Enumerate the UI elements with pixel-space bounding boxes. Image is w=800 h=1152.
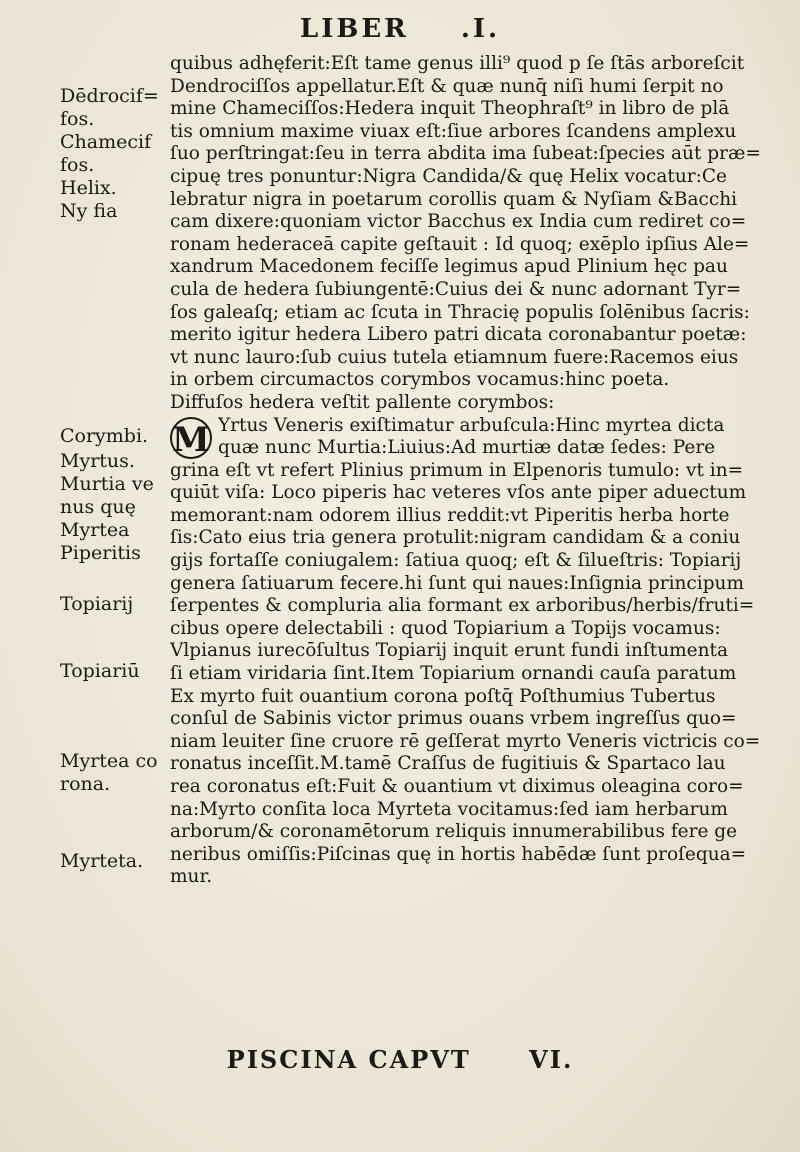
margin-note: Myrtea co	[60, 750, 158, 772]
text-line: mur.	[170, 866, 213, 888]
margin-note: fos.	[60, 154, 95, 176]
text-line: genera ſatiuarum fecere.hi ſunt qui naues:Inſignia principum	[170, 572, 744, 594]
margin-note: Murtia ve	[60, 473, 154, 495]
text-line: in orbem circumactos corymbos vocamus:hinc poeta.	[170, 369, 670, 391]
text-line: merito igitur hedera Libero patri dicata coronabantur poetæ:	[170, 324, 747, 346]
text-line: cibus opere delectabili : quod Topiarium a Topijs vocamus:	[170, 617, 721, 639]
margin-note: Chamecif	[60, 131, 152, 153]
text-line: neribus omiſſis:Piſcinas quę in hortis habēdæ ſunt proſequa=	[170, 843, 747, 865]
text-line: gijs fortaſſe coniugalem: ſatiua quoq; eſt & ſilueſtris: Topiarij	[170, 550, 742, 572]
folio-number: .I.	[460, 14, 501, 44]
text-line: Dendrociſſos appellatur.Eſt & quæ nunq̄ niſi humi ſerpit no	[170, 75, 724, 97]
margin-note: nus quę	[60, 496, 136, 518]
chapter-title: PISCINA CAPVT	[226, 1045, 471, 1074]
text-line: niam leuiter ſine cruore rē geſſerat myrto Veneris victricis co=	[170, 730, 761, 752]
text-line: Yrtus Veneris exiſtimatur arbuſcula:Hinc myrtea dicta	[218, 414, 725, 436]
text-line: ſis:Cato eius tria genera protulit:nigram candidam & a coniu	[170, 527, 741, 549]
text-line: cipuę tres ponuntur:Nigra Candida/& quę Helix vocatur:Ce	[170, 165, 727, 187]
text-line: ſuo perſtringat:ſeu in terra abdita ima ſubeat:ſpecies aūt præ=	[170, 143, 761, 165]
text-line: lebratur nigra in poetarum corollis quam & Nyſiam &Bacchi	[170, 188, 738, 210]
text-line: cam dixere:quoniam victor Bacchus ex India cum rediret co=	[170, 211, 747, 233]
main-text-block	[170, 53, 770, 889]
text-line: memorant:nam odorem illius reddit:vt Piperitis herba horte	[170, 504, 730, 526]
text-line: arborum/& coronamētorum reliquis innumerabilibus fere ge	[170, 821, 738, 843]
text-line: ſi etiam viridaria ſint.Item Topiarium ornandi cauſa paratum	[170, 663, 737, 685]
text-line: quiūt viſa: Loco piperis hac veteres vſos ante piper aduectum	[170, 482, 747, 504]
text-line: ronam hederaceā capite geſtauit : Id quoq; exēplo ipſius Ale=	[170, 233, 750, 255]
text-line: vt nunc lauro:ſub cuius tutela etiamnum fuere:Racemos eius	[170, 346, 739, 368]
margin-note: rona.	[60, 773, 111, 795]
running-head	[0, 14, 800, 44]
text-line: rea coronatus eſt:Fuit & ouantium vt diximus oleagina coro=	[170, 776, 744, 797]
text-line: Ex myrto fuit ouantium corona poſtq̄ Poſthumius Tubertus	[170, 685, 716, 707]
text-line: Vlpianus iurecōſultus Topiarij inquit erunt fundi inſtumenta	[170, 640, 728, 662]
margin-note: Corymbi.	[60, 425, 149, 447]
text-line: xandrum Macedonem feciſſe legimus apud Plinium hęc pau	[170, 256, 728, 278]
margin-note: Topiarij	[60, 593, 134, 615]
text-line: quæ nunc Murtia:Liuius:Ad murtiæ datæ ſedes: Pere	[218, 437, 716, 459]
margin-note: Dēdrocif=	[60, 85, 159, 107]
margin-note: Myrtea	[60, 519, 130, 541]
margin-note: Topiariū	[60, 660, 140, 682]
text-line: ronatus inceſſit.M.tamē Craſſus de fugitiuis & Spartaco lau	[170, 753, 726, 775]
margin-note: Ny fia	[60, 200, 118, 222]
margin-note: fos.	[60, 108, 95, 130]
running-head-title: LIBER	[299, 14, 409, 44]
margin-note: Helix.	[60, 177, 117, 199]
text-line: ſos galeaſq; etiam ac ſcuta in Thracię populis ſolēnibus ſacris:	[170, 301, 750, 323]
text-line: grina eſt vt refert Plinius primum in Elpenoris tumulo: vt in=	[170, 459, 744, 481]
text-line: tis omnium maxime viuax eſt:ſiue arbores ſcandens amplexu	[170, 120, 737, 142]
margin-note: Piperitis	[60, 542, 141, 564]
text-line: quibus adhęferit:Eſt tame genus illi⁹ quod p ſe ſtās arboreſcit	[170, 53, 745, 74]
chapter-number: VI.	[529, 1045, 574, 1074]
dropcap-initial: M	[170, 417, 212, 459]
myrtus-paragraph	[170, 415, 770, 460]
chapter-heading	[0, 1045, 800, 1074]
verse-line: Diffuſos hedera veſtit pallente corymbos:	[170, 391, 555, 413]
text-line: ſerpentes & compluria alia formant ex arboribus/herbis/fruti=	[170, 595, 755, 617]
text-line: cula de hedera ſubiungentē:Cuius dei & nunc adornant Tyr=	[170, 278, 742, 300]
margin-note: Myrteta.	[60, 850, 144, 872]
text-line: conſul de Sabinis victor primus ouans vrbem ingreſſus quo=	[170, 708, 737, 730]
margin-note: Myrtus.	[60, 450, 135, 472]
text-line: na:Myrto conſita loca Myrteta vocitamus:ſed iam herbarum	[170, 798, 728, 820]
text-line: mine Chameciſſos:Hedera inquit Theophraſt⁹ in libro de plā	[170, 98, 730, 120]
